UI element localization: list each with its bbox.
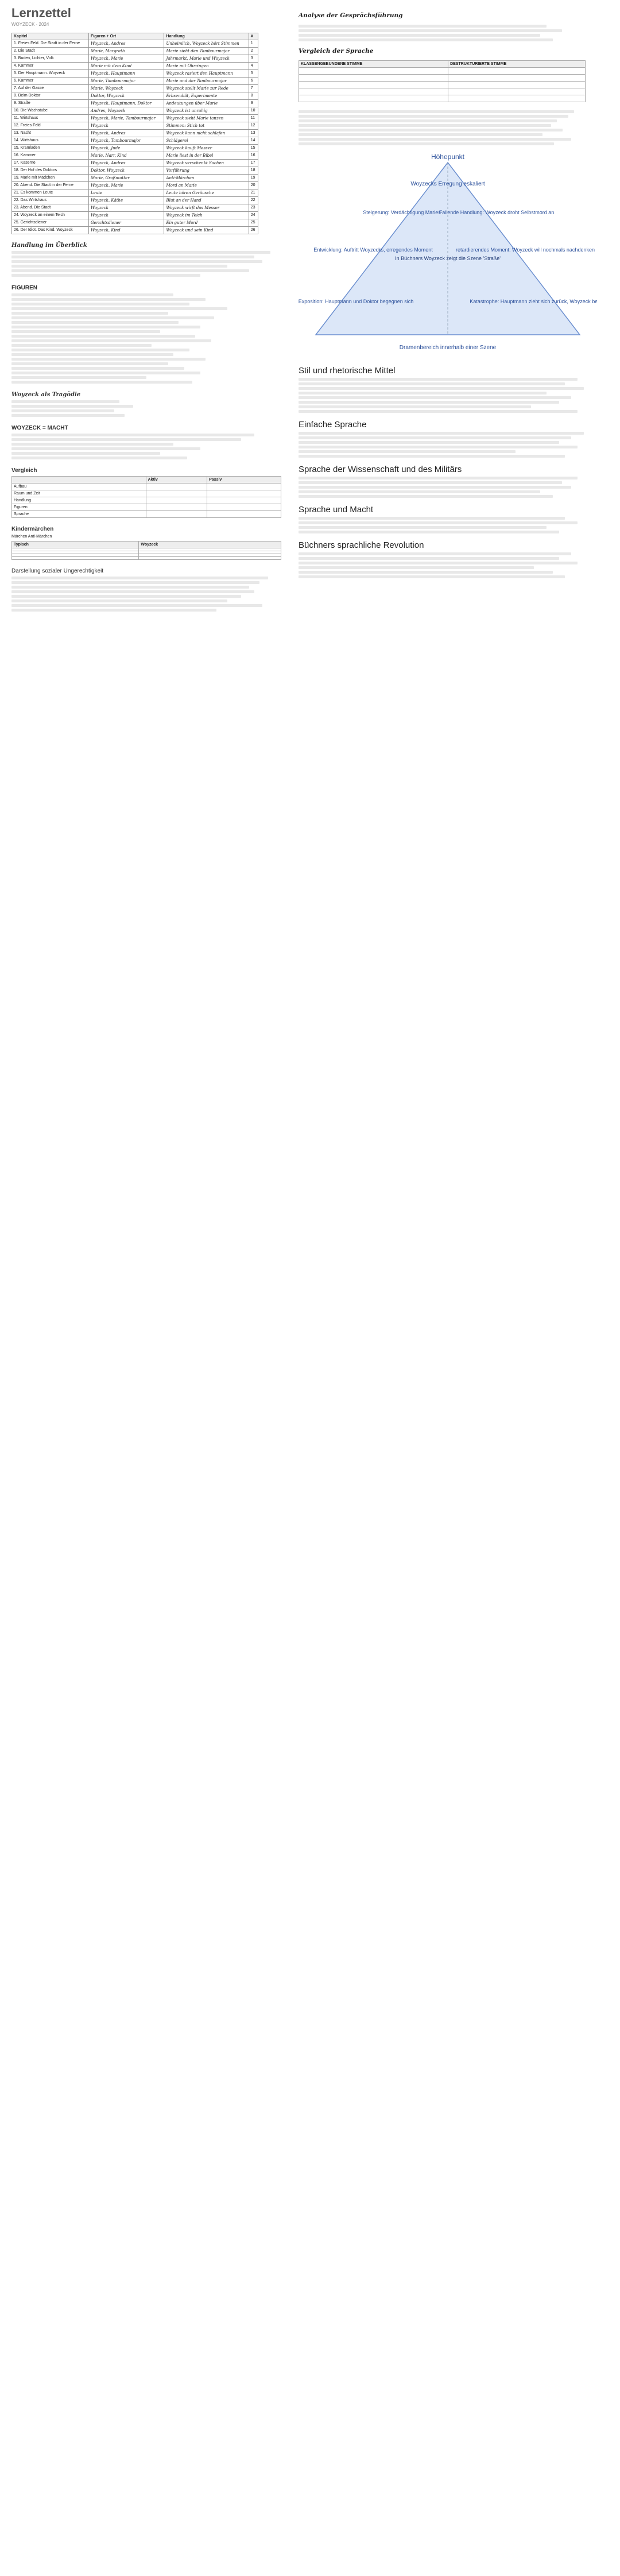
table-cell: 11 [249, 115, 258, 122]
table-row [12, 137, 258, 145]
table-cell: 9. Straße [12, 100, 89, 107]
table-cell: Woyzeck [88, 122, 164, 130]
table-row [12, 115, 258, 122]
table-cell: Woyzeck verschenkt Sachen [164, 160, 249, 167]
table-cell: 8 [249, 92, 258, 100]
table-cell: Woyzeck, Kind [88, 227, 164, 234]
table-cell: Woyzeck, Jude [88, 145, 164, 152]
figures-section [11, 285, 281, 384]
table-cell: Marie mit dem Kind [88, 63, 164, 70]
table-cell: Marie sieht den Tambourmajor [164, 48, 249, 55]
col-action: Handlung [164, 33, 249, 40]
table-cell: Woyzeck, Käthe [88, 197, 164, 204]
table-cell: 14 [249, 137, 258, 145]
table-row [12, 175, 258, 182]
injustice-section [11, 568, 281, 612]
revolution-title: Büchners sprachliche Revolution [299, 540, 424, 551]
table-cell: 17. Kaserne [12, 160, 89, 167]
table-row [12, 63, 258, 70]
table-row [12, 189, 258, 197]
table-cell: 20 [249, 182, 258, 189]
table-cell: 15. Kramladen [12, 145, 89, 152]
table-cell: 3 [249, 55, 258, 63]
table-cell: Marie, Tambourmajor [88, 78, 164, 85]
kind-section [11, 526, 281, 560]
table-cell: Erbsendiät, Experimente [164, 92, 249, 100]
table-cell: Woyzeck, Andres [88, 130, 164, 137]
table-row [12, 55, 258, 63]
table-cell: 21. Es kommen Leute [12, 189, 89, 197]
table-cell: Woyzeck wirft das Messer [164, 204, 249, 212]
table-cell: Woyzeck ist unruhig [164, 107, 249, 115]
table-cell: Marie, Woyzeck [88, 85, 164, 92]
table-cell: Marie, Margreth [88, 48, 164, 55]
table-cell: Woyzeck, Tambourmajor [88, 137, 164, 145]
table-row [12, 167, 258, 175]
pyramid-diagram [299, 151, 609, 359]
table-cell: Woyzeck, Marie [88, 182, 164, 189]
table-cell: 12. Freies Feld [12, 122, 89, 130]
col-chapter: Kapitel [12, 33, 89, 40]
tragedy-title: Woyzeck als Tragödie [11, 392, 81, 398]
table-cell: Woyzeck stellt Marie zur Rede [164, 85, 249, 92]
table-cell: Woyzeck kauft Messer [164, 145, 249, 152]
table-cell: 6. Kammer [12, 78, 89, 85]
language-power-title: Sprache und Macht [299, 505, 374, 515]
table-row [12, 160, 258, 167]
table-cell: Blut an der Hand [164, 197, 249, 204]
table-cell: Woyzeck [88, 212, 164, 219]
table-cell: Stimmen: Stich tot [164, 122, 249, 130]
table-cell: 15 [249, 145, 258, 152]
col-figures: Figuren + Ort [88, 33, 164, 40]
table-row [12, 122, 258, 130]
pyramid-level-2: Fallende Handlung: Woyzeck droht Selbstmord an [439, 210, 555, 216]
table-cell: Leute hören Geräusche [164, 189, 249, 197]
table-cell: 22. Das Wirtshaus [12, 197, 89, 204]
table-cell: 4. Kammer [12, 63, 89, 70]
pyramid-base: Dramenbereich innerhalb einer Szene [399, 345, 497, 351]
table-cell: Marie und der Tambourmajor [164, 78, 249, 85]
pyramid-level-7: Katastrophe: Hauptmann zieht sich zurück, Woyzeck bedroht [470, 299, 597, 305]
table-cell: Woyzeck, Hauptmann [88, 70, 164, 78]
table-cell: Mord an Marie [164, 182, 249, 189]
table-cell: 23. Abend. Die Stadt [12, 204, 89, 212]
pyramid-level-5: retardierendes Moment: Woyzeck will nochmals nachdenken [456, 247, 595, 253]
table-row [12, 219, 258, 227]
kind-title: Kindermärchen [11, 526, 54, 532]
table-cell: 7. Auf der Gasse [12, 85, 89, 92]
table-cell: Ein guter Mord [164, 219, 249, 227]
figures-title: FIGUREN [11, 285, 37, 291]
comparison-section [11, 467, 281, 518]
simple-language-title: Einfache Sprache [299, 420, 367, 430]
table-row [12, 92, 258, 100]
table-cell: 2 [249, 48, 258, 55]
table-cell: Jahrmarkt, Marie und Woyzeck [164, 55, 249, 63]
table-cell: 12 [249, 122, 258, 130]
table-cell: 7 [249, 85, 258, 92]
table-cell: 1 [249, 40, 258, 48]
language-compare-table [299, 60, 586, 102]
table-cell: 10. Die Wachstube [12, 107, 89, 115]
pyramid-top: Woyzecks Erregung eskaliert [410, 181, 485, 188]
table-cell: 17 [249, 160, 258, 167]
table-cell: 18. Der Hof des Doktors [12, 167, 89, 175]
table-cell: 13 [249, 130, 258, 137]
table-cell: Leute [88, 189, 164, 197]
table-row [12, 78, 258, 85]
table-row [12, 212, 258, 219]
page-subtitle: WOYZECK · 2024 [11, 22, 49, 27]
table-cell: Woyzeck und sein Kind [164, 227, 249, 234]
table-cell: 20. Abend. Die Stadt in der Ferne [12, 182, 89, 189]
table-row [12, 130, 258, 137]
table-cell: 24 [249, 212, 258, 219]
table-cell: Woyzeck, Andres [88, 160, 164, 167]
scene-table [11, 33, 258, 234]
table-cell: 16. Kammer [12, 152, 89, 160]
table-cell: Schlägerei [164, 137, 249, 145]
table-cell: Woyzeck, Marie [88, 55, 164, 63]
pyramid-level-6: Exposition: Hauptmann und Doktor begegnen sich [299, 299, 414, 305]
table-cell: Anti-Märchen [164, 175, 249, 182]
language-compare-title: Vergleich der Sprache [299, 47, 374, 55]
table-row [12, 145, 258, 152]
table-cell: Woyzeck [88, 204, 164, 212]
table-cell: 25. Gerichtsdiener [12, 219, 89, 227]
table-cell: Marie, Großmutter [88, 175, 164, 182]
kind-subtitle: Märchen Anti-Märchen [11, 535, 52, 539]
table-row [12, 85, 258, 92]
pyramid-level-4: In Büchners Woyzeck zeigt die Szene 'Straße' [395, 256, 501, 262]
table-row [12, 48, 258, 55]
macht-section [11, 425, 281, 459]
table-cell: Gerichtsdiener [88, 219, 164, 227]
table-cell: Vorführung [164, 167, 249, 175]
table-row [12, 40, 258, 48]
table-row [12, 152, 258, 160]
table-cell: 1. Freies Feld. Die Stadt in der Ferne [12, 40, 89, 48]
table-cell: 26 [249, 227, 258, 234]
tragedy-section [11, 392, 281, 417]
table-cell: 26. Der Idiot. Das Kind. Woyzeck [12, 227, 89, 234]
handlung-title: Handlung im Überblick [11, 242, 87, 249]
table-cell: 9 [249, 100, 258, 107]
table-cell: 19 [249, 175, 258, 182]
pyramid-level-1: Steigerung: Verdächtigung Maries [363, 210, 441, 216]
table-cell: 18 [249, 167, 258, 175]
table-cell: 3. Buden, Lichter, Volk [12, 55, 89, 63]
table-cell: 6 [249, 78, 258, 85]
injustice-title: Darstellung sozialer Ungerechtigkeit [11, 568, 104, 574]
kind-table: Typisch Woyzeck [11, 541, 281, 560]
table-cell: 16 [249, 152, 258, 160]
table-cell: Marie, Narr, Kind [88, 152, 164, 160]
table-cell: 14. Wirtshaus [12, 137, 89, 145]
destructured-voice-head: DESTRUKTURIERTE STIMME [448, 61, 586, 68]
style-title: Stil und rhetorische Mittel [299, 366, 396, 376]
left-column [11, 6, 281, 613]
table-cell: Andres, Woyzeck [88, 107, 164, 115]
table-row [12, 182, 258, 189]
science-language-title: Sprache der Wissenschaft und des Militärs [299, 465, 462, 475]
table-cell: 22 [249, 197, 258, 204]
table-row [12, 70, 258, 78]
table-cell: Woyzeck, Marie, Tambourmajor [88, 115, 164, 122]
table-cell: Marie liest in der Bibel [164, 152, 249, 160]
table-cell: Woyzeck, Hauptmann, Doktor [88, 100, 164, 107]
table-cell: Marie mit Ohrringen [164, 63, 249, 70]
table-cell: 2. Die Stadt [12, 48, 89, 55]
table-cell: Woyzeck kann nicht schlafen [164, 130, 249, 137]
table-cell: 21 [249, 189, 258, 197]
table-cell: Andeutungen über Marie [164, 100, 249, 107]
comparison-title: Vergleich [11, 467, 37, 474]
table-cell: 10 [249, 107, 258, 115]
table-cell: 5. Der Hauptmann. Woyzeck [12, 70, 89, 78]
col-number: # [249, 33, 258, 40]
table-row [12, 204, 258, 212]
table-row [12, 107, 258, 115]
table-cell: Woyzeck sieht Marie tanzen [164, 115, 249, 122]
table-cell: 23 [249, 204, 258, 212]
table-cell: Woyzeck, Andres [88, 40, 164, 48]
table-cell: Woyzeck im Teich [164, 212, 249, 219]
table-row [12, 100, 258, 107]
table-cell: Unheimlich, Woyzeck hört Stimmen [164, 40, 249, 48]
comparison-table: Aktiv Passiv Aufbau Raum und Zeit Handlung Figuren Sprache [11, 476, 281, 518]
table-cell: Doktor, Woyzeck [88, 167, 164, 175]
table-cell: Woyzeck rasiert den Hauptmann [164, 70, 249, 78]
table-cell: 13. Nacht [12, 130, 89, 137]
scene-table-header [12, 33, 258, 40]
class-voice-head: KLASSENGEBUNDENE STIMME [299, 61, 448, 68]
table-cell: Doktor, Woyzeck [88, 92, 164, 100]
macht-title: WOYZECK = MACHT [11, 425, 68, 431]
table-cell: 24. Woyzeck an einem Teich [12, 212, 89, 219]
pyramid-level-3: Entwicklung: Auftritt Woyzecks, erregendes Moment [313, 247, 433, 253]
pyramid-title: Höhepunkt [431, 153, 465, 161]
table-row [12, 227, 258, 234]
handlung-section [11, 242, 281, 277]
table-cell: 19. Marie mit Mädchen [12, 175, 89, 182]
table-cell: 5 [249, 70, 258, 78]
page-title: Lernzettel [11, 6, 71, 20]
table-cell: 4 [249, 63, 258, 70]
table-cell: 25 [249, 219, 258, 227]
table-row [12, 197, 258, 204]
right-column [299, 6, 609, 580]
analysis-title: Analyse der Gesprächsführung [299, 11, 403, 19]
table-cell: 11. Wirtshaus [12, 115, 89, 122]
table-cell: 8. Beim Doktor [12, 92, 89, 100]
